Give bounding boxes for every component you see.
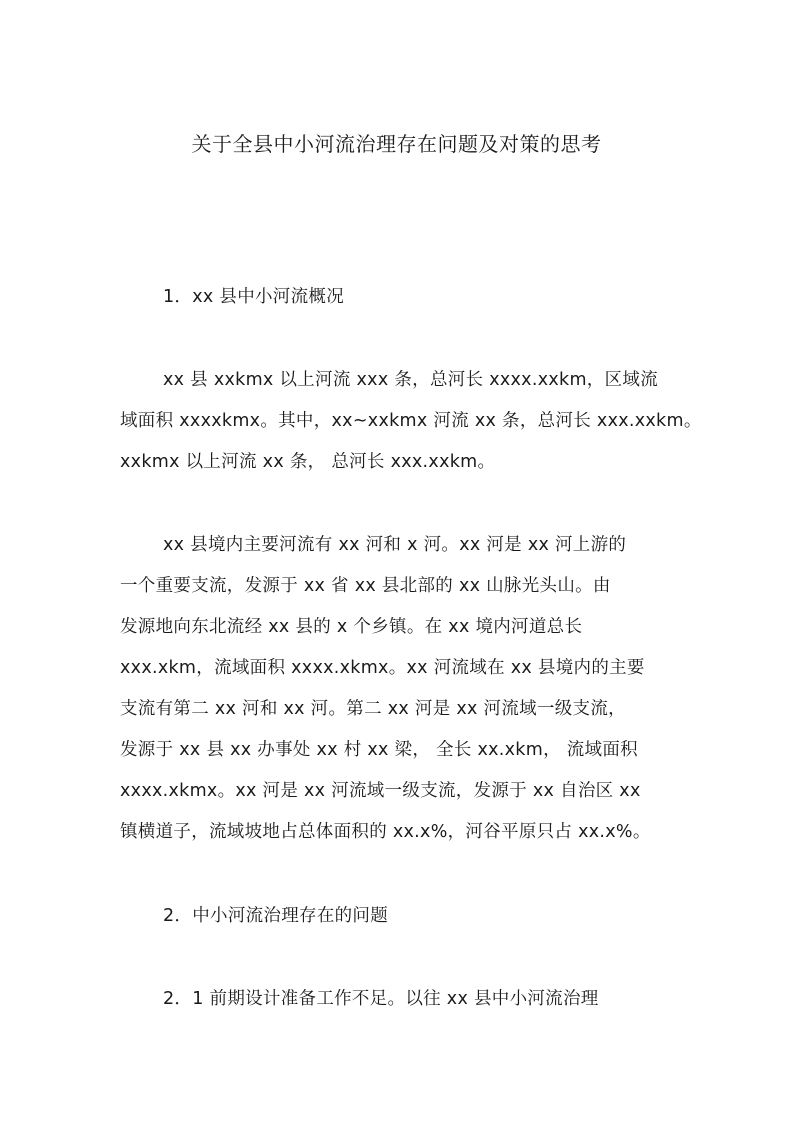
- paragraph-line: 发源地向东北流经 xx 县的 x 个乡镇。在 xx 境内河道总长: [120, 617, 583, 637]
- paragraph-line: xxkmx 以上河流 xx 条， 总河长 xxx.xxkm。: [120, 452, 496, 472]
- paragraph-line: 镇横道子，流域坡地占总体面积的 xx.x%，河谷平原只占 xx.x%。: [120, 822, 651, 842]
- paragraph-line: 2．1 前期设计准备工作不足。以往 xx 县中小河流治理: [163, 989, 599, 1009]
- section-heading-2: 2．中小河流治理存在的问题: [163, 906, 389, 926]
- paragraph-line: xx 县境内主要河流有 xx 河和 x 河。xx 河是 xx 河上游的: [163, 535, 627, 555]
- paragraph-line: 支流有第二 xx 河和 xx 河。第二 xx 河是 xx 河流域一级支流，: [120, 699, 626, 719]
- paragraph-line: 发源于 xx 县 xx 办事处 xx 村 xx 梁， 全长 xx.xkm， 流域面积: [120, 740, 638, 760]
- section-heading-1: 1．xx 县中小河流概况: [163, 287, 345, 307]
- paragraph-line: 域面积 xxxxkmx。其中，xx~xxkmx 河流 xx 条，总河长 xxx.xxkm。: [120, 411, 702, 431]
- paragraph-line: 一个重要支流，发源于 xx 省 xx 县北部的 xx 山脉光头山。由: [120, 576, 611, 596]
- paragraph-line: xx 县 xxkmx 以上河流 xxx 条，总河长 xxxx.xxkm，区域流: [163, 370, 658, 390]
- paragraph-line: xxxx.xkmx。xx 河是 xx 河流域一级支流，发源于 xx 自治区 xx: [120, 781, 641, 801]
- paragraph-line: xxx.xkm，流域面积 xxxx.xkmx。xx 河流域在 xx 县境内的主要: [120, 658, 645, 678]
- document-title: 关于全县中小河流治理存在问题及对策的思考: [191, 132, 602, 156]
